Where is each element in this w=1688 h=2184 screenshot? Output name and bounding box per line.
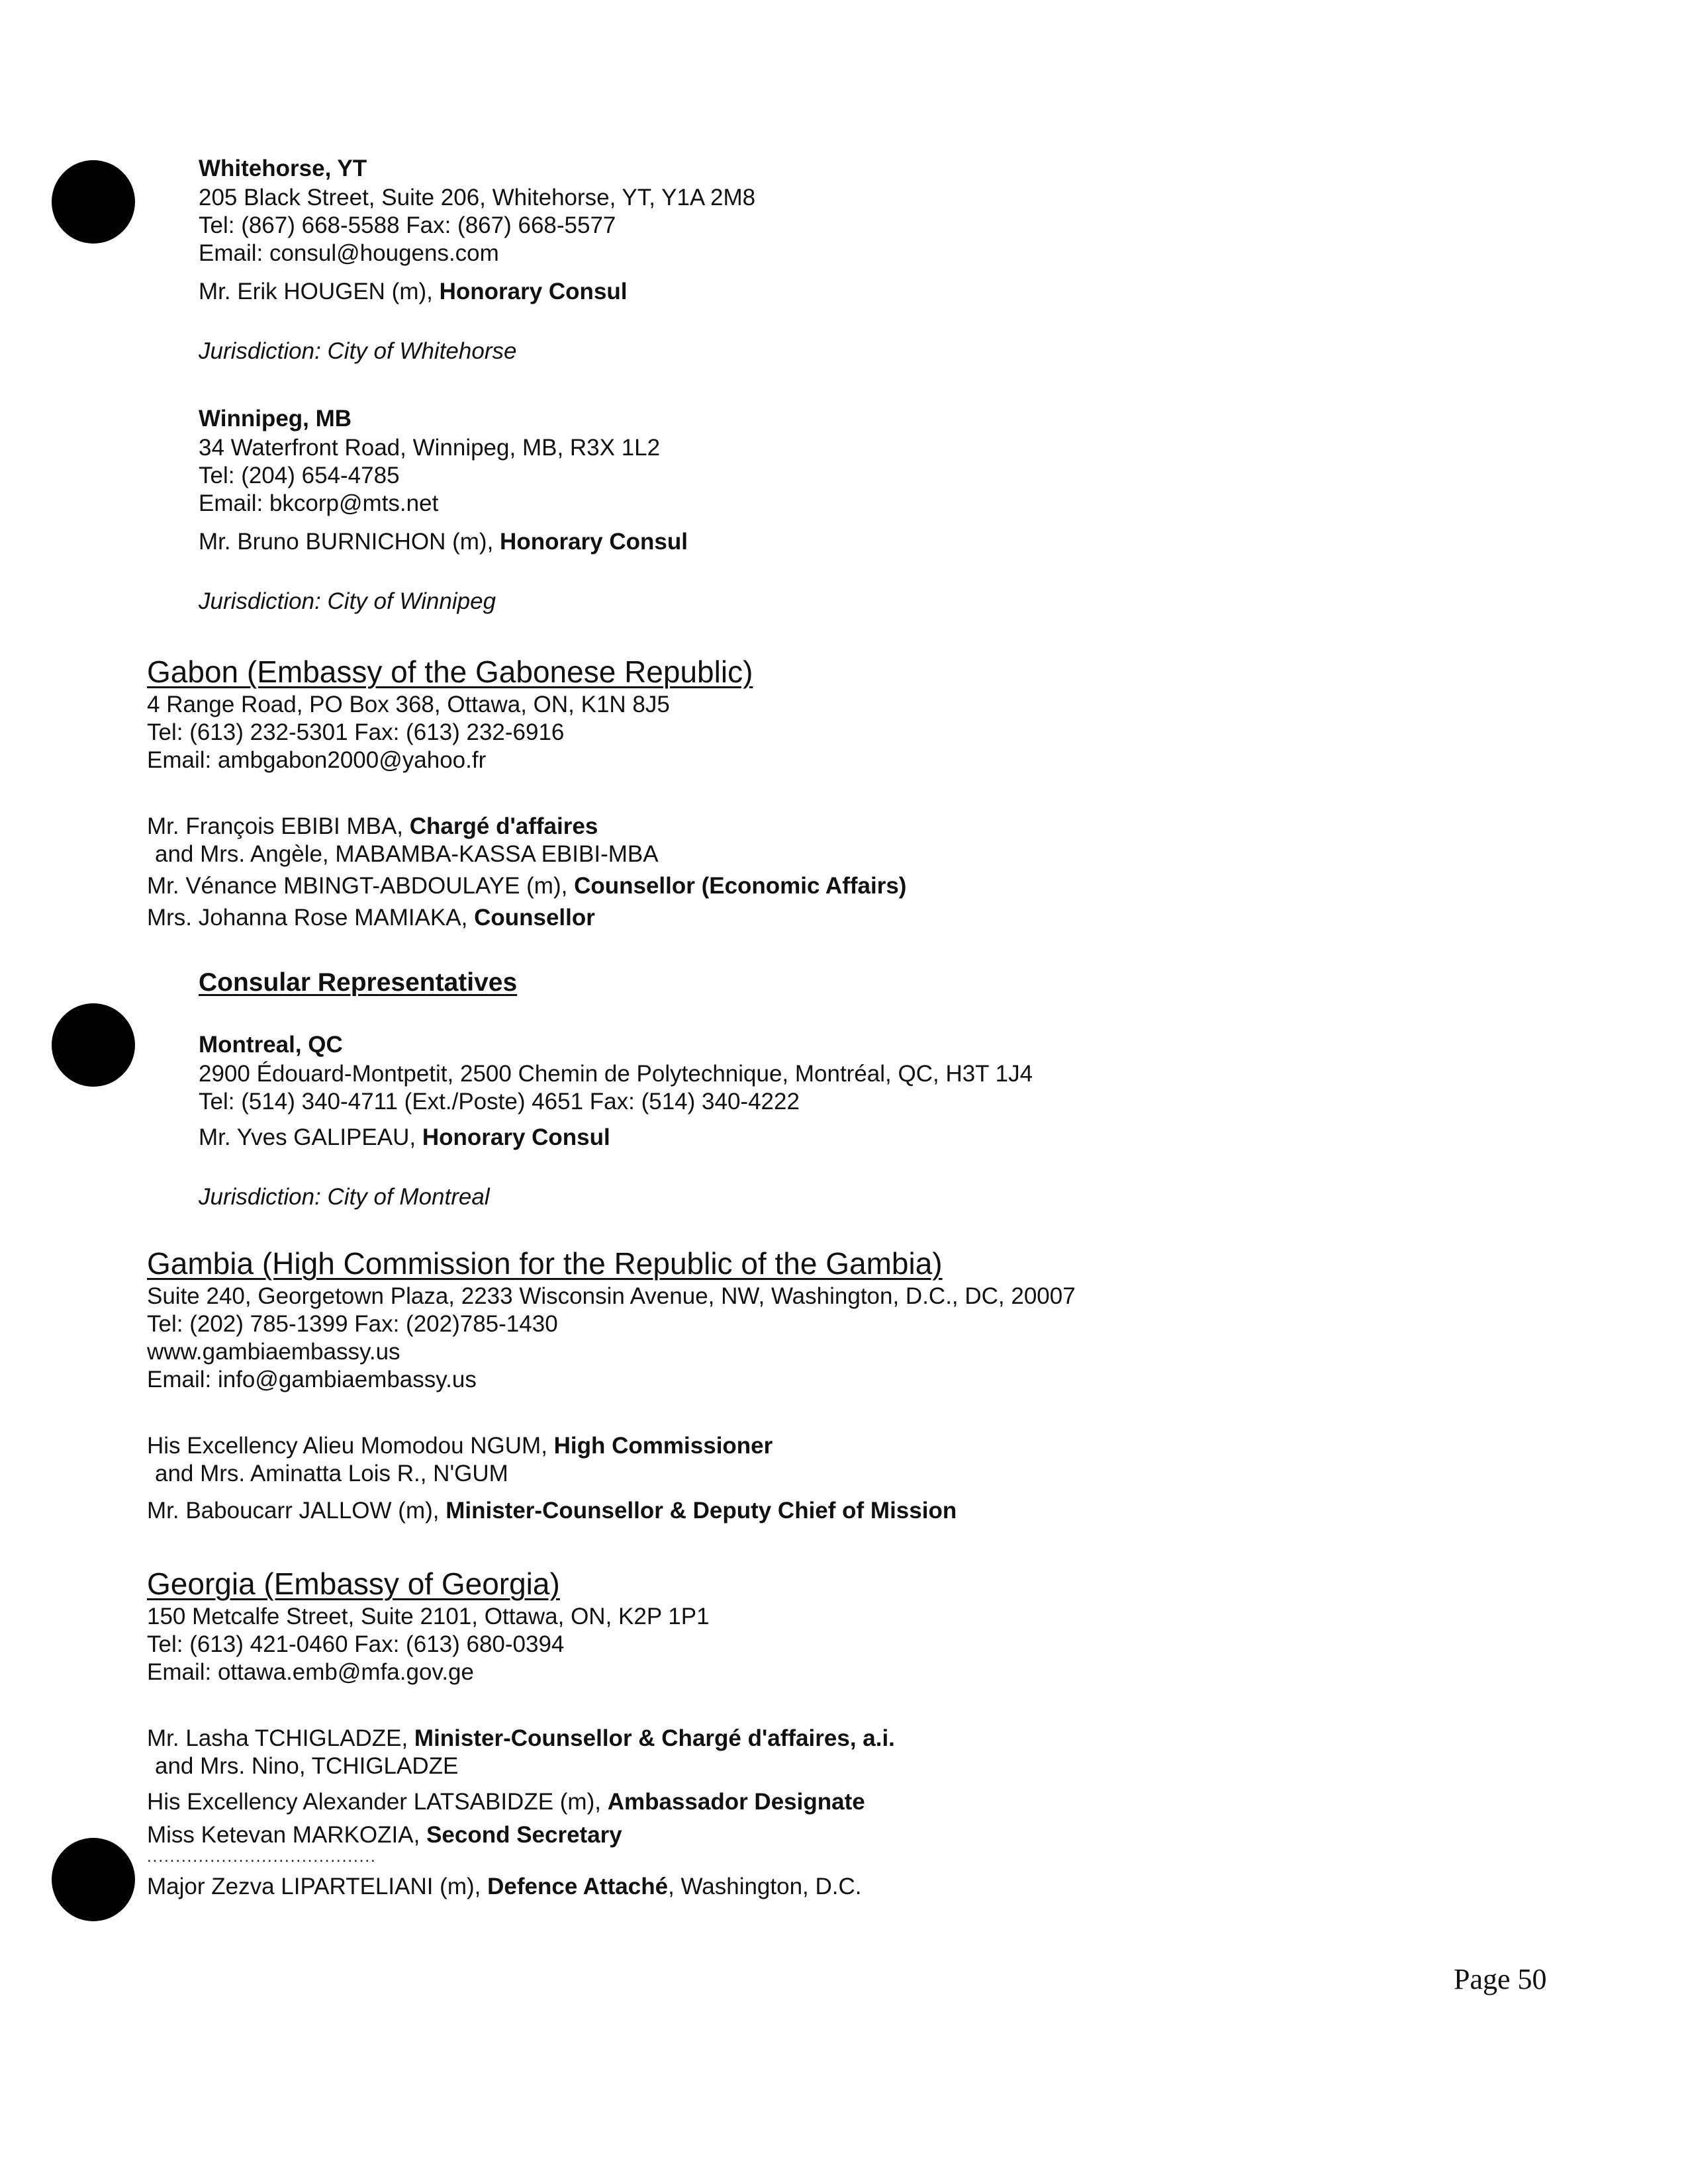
staff-list xyxy=(147,1725,895,1901)
staff-name: His Excellency Alexander LATSABIDZE (m), xyxy=(147,1789,608,1815)
gambia-entry xyxy=(147,1246,1076,1525)
phone-fax: Tel: (514) 340-4711 (Ext./Poste) 4651 Fax: (514) 340-4222 xyxy=(199,1089,800,1115)
phone-fax: Tel: (613) 232-5301 Fax: (613) 232-6916 xyxy=(147,719,565,745)
staff-name: Mr. Baboucarr JALLOW (m), xyxy=(147,1498,446,1524)
georgia-entry xyxy=(147,1566,895,1901)
phone: Tel: (204) 654-4785 xyxy=(199,463,400,488)
staff-title: Minister-Counsellor & Chargé d'affaires, a.i. xyxy=(414,1725,895,1751)
city-heading: Montreal, QC xyxy=(199,1032,343,1058)
jurisdiction: Jurisdiction: City of Montreal xyxy=(199,1184,490,1210)
staff-title: Second Secretary xyxy=(426,1822,622,1848)
address: Suite 240, Georgetown Plaza, 2233 Wisconsin Avenue, NW, Washington, D.C., DC, 20007 xyxy=(147,1283,1076,1309)
binder-hole-bottom xyxy=(52,1838,135,1921)
staff-member xyxy=(147,872,906,900)
country-heading: Gambia (High Commission for the Republic of the Gambia) xyxy=(147,1246,943,1281)
country-heading: Georgia (Embassy of Georgia) xyxy=(147,1567,560,1601)
email: Email: ambgabon2000@yahoo.fr xyxy=(147,747,487,773)
address: 2900 Édouard-Montpetit, 2500 Chemin de Polytechnique, Montréal, QC, H3T 1J4 xyxy=(199,1061,1033,1087)
address: 4 Range Road, PO Box 368, Ottawa, ON, K1N 8J5 xyxy=(147,692,670,717)
rep-title: Honorary Consul xyxy=(500,529,688,555)
staff-member xyxy=(147,1432,1076,1460)
staff-name: Mr. Lasha TCHIGLADZE, xyxy=(147,1725,414,1751)
phone-fax: Tel: (613) 421-0460 Fax: (613) 680-0394 xyxy=(147,1631,565,1657)
staff-name: His Excellency Alieu Momodou NGUM, xyxy=(147,1433,554,1459)
staff-list xyxy=(147,813,906,932)
staff-spouse: and Mrs. Nino, TCHIGLADZE xyxy=(155,1753,459,1779)
staff-member xyxy=(147,1725,895,1752)
rep-name: Mr. Bruno BURNICHON (m), xyxy=(199,529,500,555)
staff-name: Mr. François EBIBI MBA, xyxy=(147,813,410,839)
address: 34 Waterfront Road, Winnipeg, MB, R3X 1L2 xyxy=(199,435,661,461)
winnipeg-entry xyxy=(199,405,688,615)
jurisdiction: Jurisdiction: City of Whitehorse xyxy=(199,338,517,364)
gabon-entry xyxy=(147,654,906,932)
staff-title: High Commissioner xyxy=(553,1433,773,1459)
rep-title: Honorary Consul xyxy=(422,1124,610,1150)
staff-spouse: and Mrs. Aminatta Lois R., N'GUM xyxy=(155,1461,508,1486)
email: Email: bkcorp@mts.net xyxy=(199,490,439,516)
binder-hole-middle xyxy=(52,1003,135,1087)
staff-title: Minister-Counsellor & Deputy Chief of Mission xyxy=(445,1498,957,1524)
staff-title: Chargé d'affaires xyxy=(409,813,598,839)
rep-name: Mr. Erik HOUGEN (m), xyxy=(199,279,440,304)
city-heading: Winnipeg, MB xyxy=(199,406,352,432)
phone-fax: Tel: (867) 668-5588 Fax: (867) 668-5577 xyxy=(199,212,616,238)
staff-name: Mrs. Johanna Rose MAMIAKA, xyxy=(147,905,475,931)
rep-name: Mr. Yves GALIPEAU, xyxy=(199,1124,422,1150)
representative xyxy=(199,278,755,306)
staff-member xyxy=(147,1821,895,1849)
staff-title: Counsellor (Economic Affairs) xyxy=(574,873,907,899)
address: 150 Metcalfe Street, Suite 2101, Ottawa, ON, K2P 1P1 xyxy=(147,1604,710,1629)
country-heading: Gabon (Embassy of the Gabonese Republic) xyxy=(147,655,753,689)
jurisdiction: Jurisdiction: City of Winnipeg xyxy=(199,588,496,614)
email: Email: ottawa.emb@mfa.gov.ge xyxy=(147,1659,474,1685)
section-heading: Consular Representatives xyxy=(199,968,518,997)
representative xyxy=(199,1124,1033,1152)
email: Email: consul@hougens.com xyxy=(199,240,499,266)
staff-name: Major Zezva LIPARTELIANI (m), xyxy=(147,1874,488,1899)
consular-representatives-section xyxy=(199,968,517,998)
staff-member xyxy=(147,1497,1076,1525)
montreal-entry xyxy=(199,1031,1033,1211)
staff-title: Counsellor xyxy=(474,905,595,931)
binder-hole-top xyxy=(52,160,135,244)
representative xyxy=(199,528,688,556)
staff-title: Defence Attaché xyxy=(487,1874,669,1899)
staff-name: Mr. Vénance MBINGT-ABDOULAYE (m), xyxy=(147,873,575,899)
address: 205 Black Street, Suite 206, Whitehorse, YT, Y1A 2M8 xyxy=(199,185,756,210)
staff-name: Miss Ketevan MARKOZIA, xyxy=(147,1822,427,1848)
staff-member xyxy=(147,904,906,932)
rep-title: Honorary Consul xyxy=(439,279,628,304)
phone-fax: Tel: (202) 785-1399 Fax: (202)785-1430 xyxy=(147,1311,558,1337)
staff-spouse: and Mrs. Angèle, MABAMBA-KASSA EBIBI-MBA xyxy=(155,841,659,867)
staff-list xyxy=(147,1432,1076,1525)
whitehorse-entry xyxy=(199,155,755,365)
city-heading: Whitehorse, YT xyxy=(199,156,367,181)
email: Email: info@gambiaembassy.us xyxy=(147,1367,477,1392)
staff-title: Ambassador Designate xyxy=(607,1789,865,1815)
website: www.gambiaembassy.us xyxy=(147,1339,400,1365)
staff-member xyxy=(147,813,906,841)
staff-member xyxy=(147,1788,895,1816)
page-number: Page 50 xyxy=(1454,1963,1547,1995)
staff-member xyxy=(147,1873,895,1901)
staff-location: , Washington, D.C. xyxy=(668,1874,862,1899)
separator-dots: ........................................ xyxy=(147,1848,377,1866)
